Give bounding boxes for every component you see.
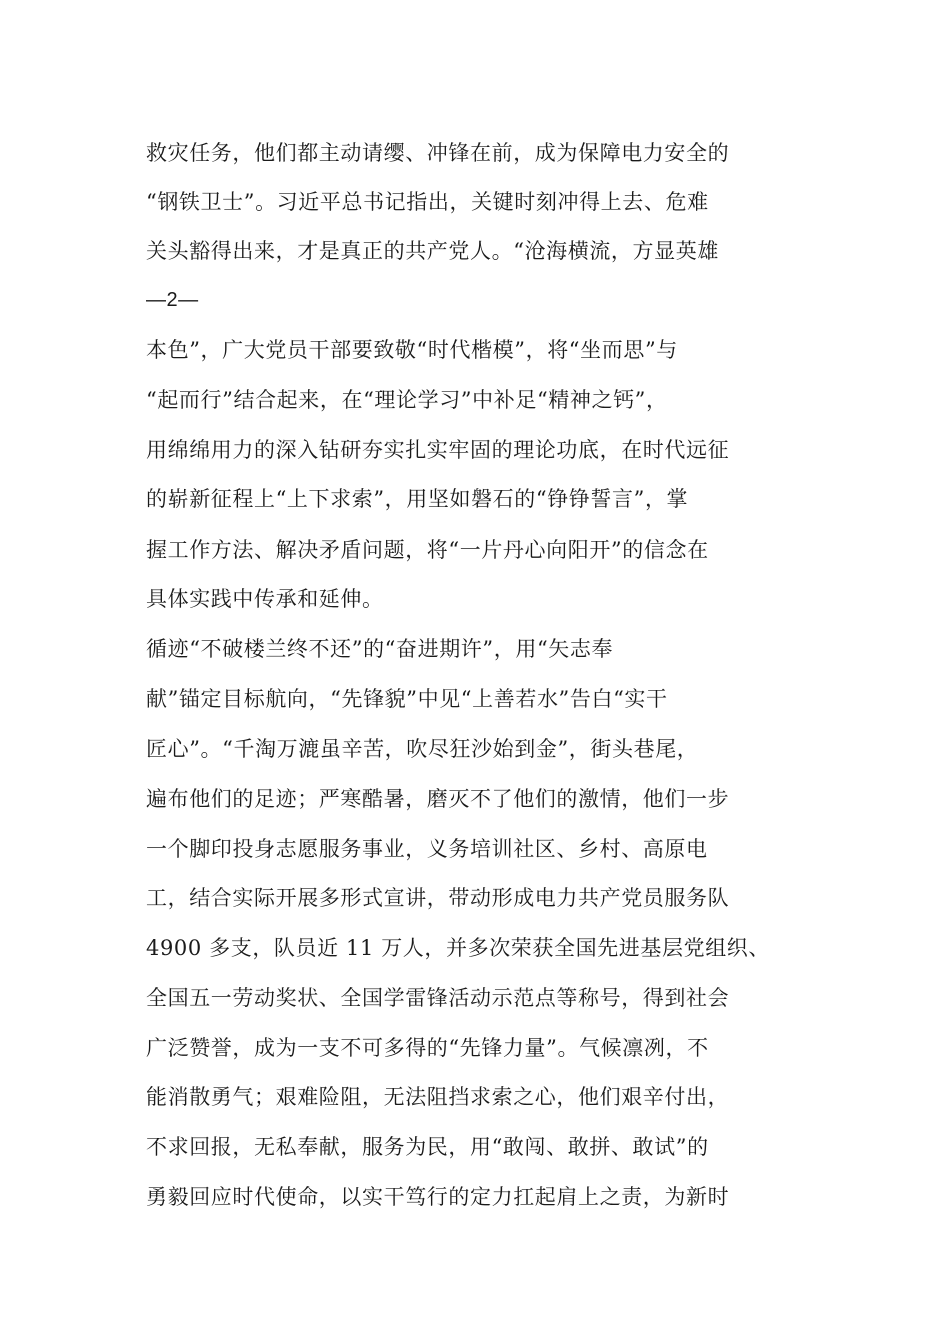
text-line: 全国五一劳动奖状、全国学雷锋活动示范点等称号，得到社会 bbox=[146, 986, 730, 1010]
text-line: 用绵绵用力的深入钻研夯实扎实牢固的理论功底，在时代远征 bbox=[146, 438, 730, 462]
text-line: 关头豁得出来，才是真正的共产党人。“沧海横流，方显英雄 bbox=[146, 239, 719, 263]
text-line: “钢铁卫士”。习近平总书记指出，关键时刻冲得上去、危难 bbox=[146, 190, 709, 214]
text-line: 工，结合实际开展多形式宣讲，带动形成电力共产党员服务队 bbox=[146, 886, 730, 910]
text-line: “起而行”结合起来，在“理论学习”中补足“精神之钙”， bbox=[146, 388, 668, 412]
text-line: 广泛赞誉，成为一支不可多得的“先锋力量”。气候凛冽，不 bbox=[146, 1036, 709, 1060]
text-line: 勇毅回应时代使命，以实干笃行的定力扛起肩上之责，为新时 bbox=[146, 1185, 730, 1209]
text-line: 循迹“不破楼兰终不还”的“奋进期许”，用“矢志奉 bbox=[146, 637, 614, 661]
text-line: 献”锚定目标航向，“先锋貌”中见“上善若水”告白“实干 bbox=[146, 687, 668, 711]
text-line: 一个脚印投身志愿服务事业，义务培训社区、乡村、高原电 bbox=[146, 837, 708, 861]
text-line: 匠心”。“千淘万漉虽辛苦，吹尽狂沙始到金”，街头巷尾， bbox=[146, 737, 699, 761]
text-line: 能消散勇气；艰难险阻，无法阻挡求索之心，他们艰辛付出， bbox=[146, 1085, 730, 1109]
text-line: 遍布他们的足迹；严寒酷暑，磨灭不了他们的激情，他们一步 bbox=[146, 787, 730, 811]
text-line: 4900 多支，队员近 11 万人，并多次荣获全国先进基层党组织、 bbox=[146, 936, 770, 960]
text-line: 的崭新征程上“上下求索”，用坚如磐石的“铮铮誓言”，掌 bbox=[146, 487, 689, 511]
text-line: 不求回报，无私奉献，服务为民，用“敢闯、敢拼、敢试”的 bbox=[146, 1135, 709, 1159]
text-line: 本色”，广大党员干部要致敬“时代楷模”，将“坐而思”与 bbox=[146, 338, 678, 362]
text-line: 具体实践中传承和延伸。 bbox=[146, 587, 384, 611]
page-number: —2— bbox=[146, 289, 199, 311]
text-line: 握工作方法、解决矛盾问题，将“一片丹心向阳开”的信念在 bbox=[146, 538, 709, 562]
text-line: 救灾任务，他们都主动请缨、冲锋在前，成为保障电力安全的 bbox=[146, 141, 730, 165]
